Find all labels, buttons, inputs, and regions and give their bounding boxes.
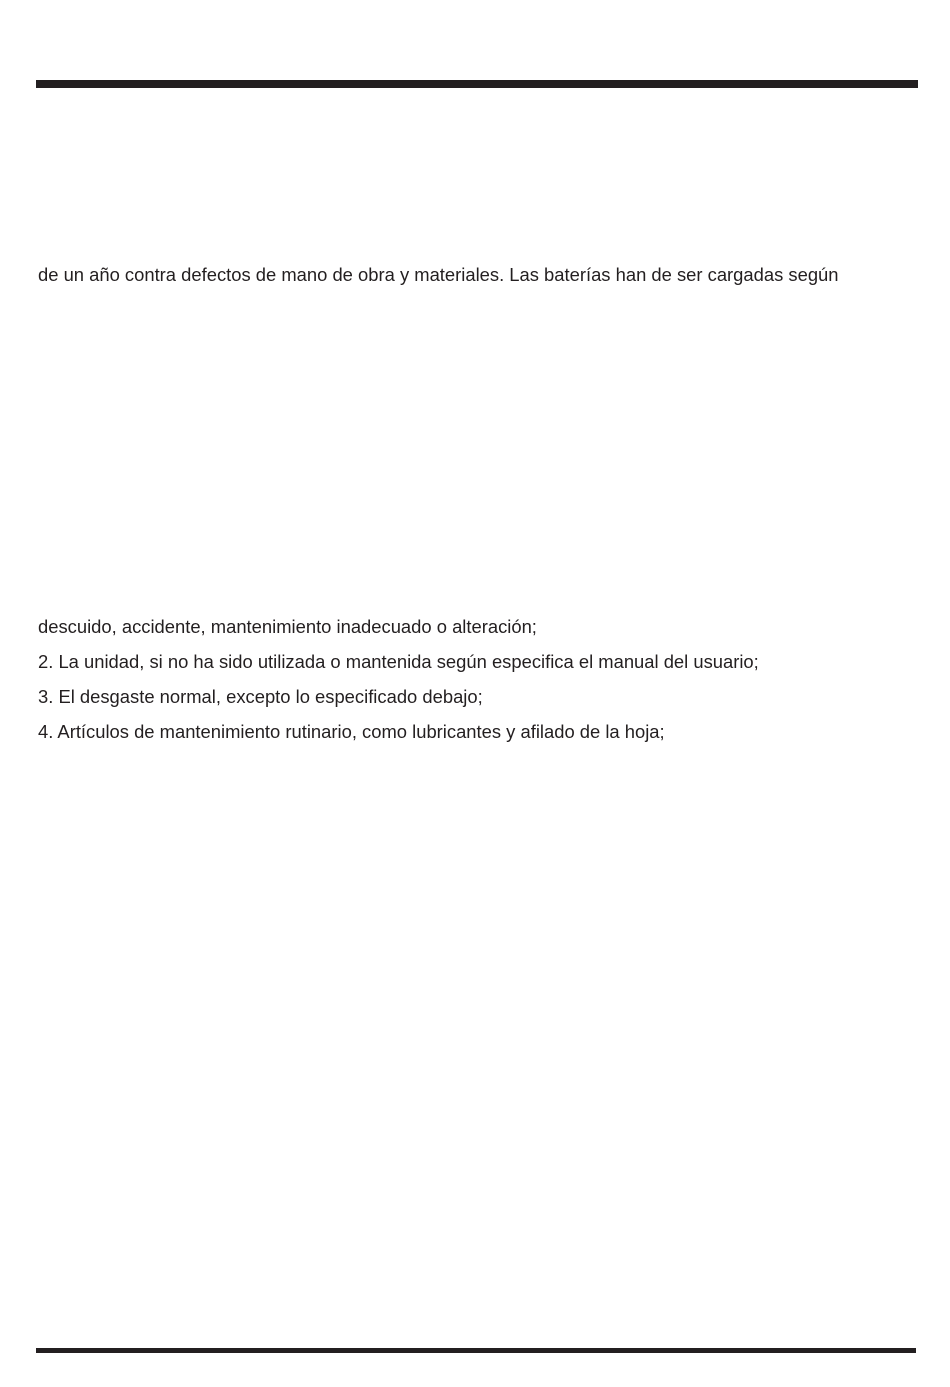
exclusion-item-2: 2. La unidad, si no ha sido utilizada o mantenida según especifica el manual del usuario; [38,651,759,672]
exclusion-item-4: 4. Artículos de mantenimiento rutinario, como lubricantes y afilado de la hoja; [38,721,665,742]
top-rule [36,80,918,88]
exclusion-item-3: 3. El desgaste normal, excepto lo especificado debajo; [38,686,483,707]
warranty-text-line: de un año contra defectos de mano de obra y materiales. Las baterías han de ser cargadas según [38,264,839,285]
exclusion-text-line: descuido, accidente, mantenimiento inadecuado o alteración; [38,616,537,637]
bottom-rule [36,1348,916,1353]
